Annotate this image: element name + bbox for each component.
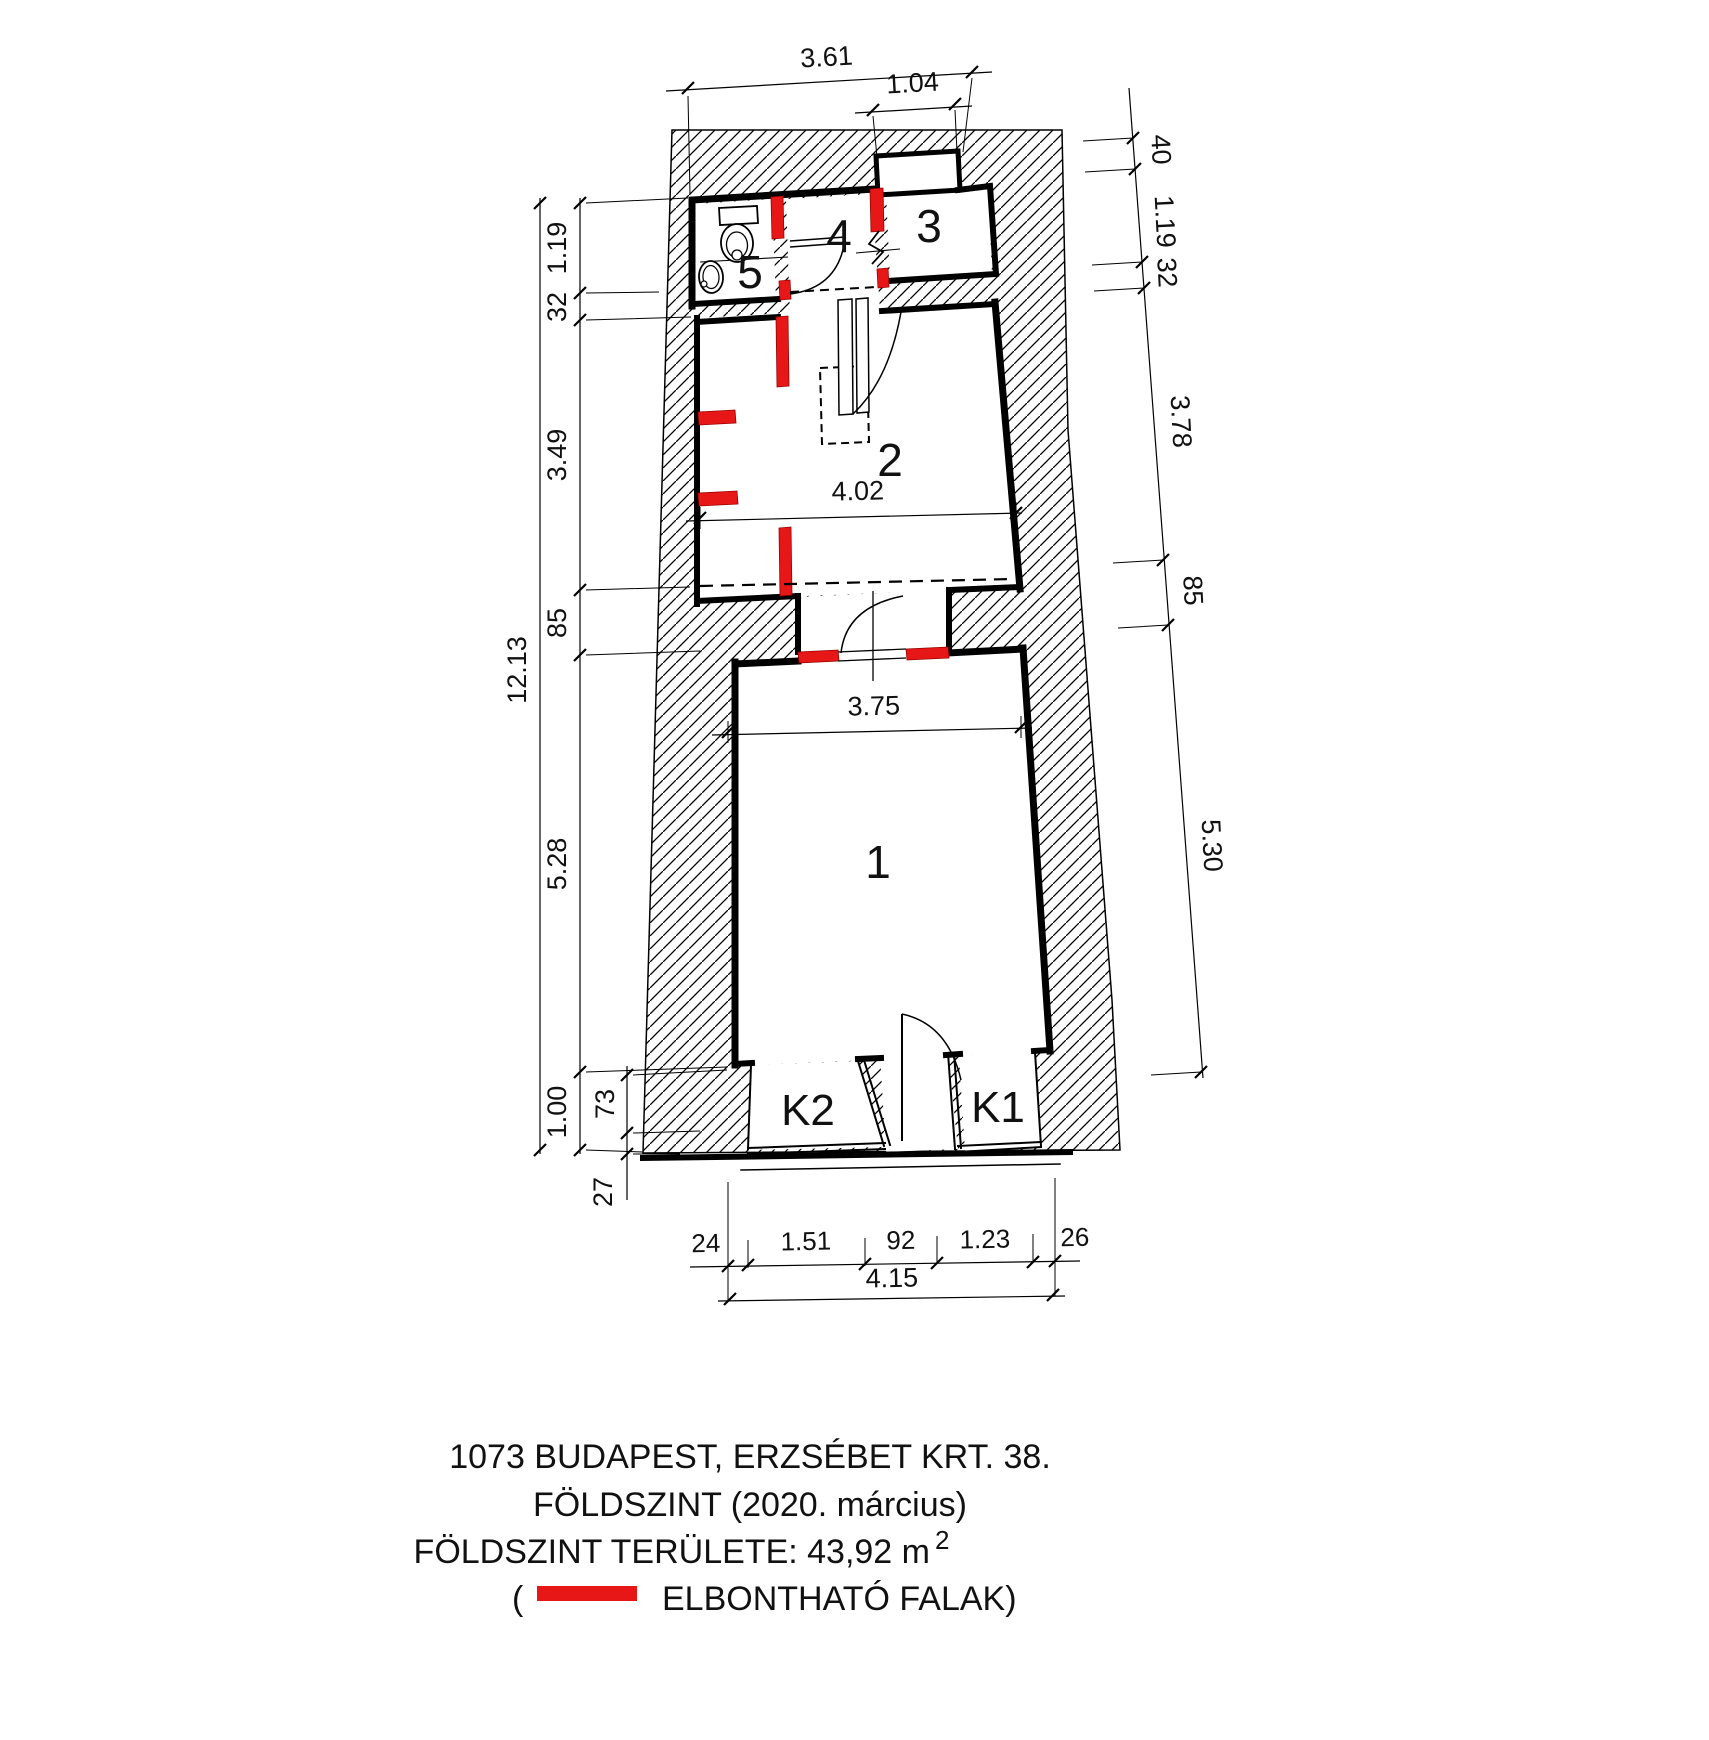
room-label-4: 4 [826,210,852,262]
dim-bottom-2: 92 [886,1224,916,1256]
doorbay-interior [880,1053,958,1152]
red-wall [906,647,949,660]
dim-right-4: 85 [1177,574,1209,607]
floor-line: FÖLDSZINT (2020. március) [533,1486,967,1524]
room-label-2: 2 [877,434,903,486]
red-wall [771,196,784,239]
door-hall-leaf [838,299,853,415]
red-wall [870,188,884,232]
dim-room1-width: 3.75 [847,690,901,722]
red-wall [698,491,738,506]
red-wall [698,410,736,425]
door-hall-leaf [856,298,869,413]
room-label-k1: K1 [971,1083,1025,1132]
dim-right-5: 5.30 [1195,818,1229,873]
area-line: FÖLDSZINT TERÜLETE: 43,92 m [413,1533,930,1571]
address-line: 1073 BUDAPEST, ERZSÉBET KRT. 38. [449,1438,1051,1476]
red-wall [779,280,791,300]
dim-left-1: 32 [542,291,572,323]
red-wall [779,527,792,596]
red-wall [798,650,839,663]
room-label-k2: K2 [781,1086,835,1135]
dim-top-niche: 1.04 [885,66,940,100]
dim-right-3: 3.78 [1164,394,1198,449]
toilet-tank [719,206,758,225]
room-label-3: 3 [916,200,942,252]
dim-left-4: 5.28 [542,837,572,891]
dim-room2-width: 4.02 [831,475,885,507]
legend-paren: ( [512,1580,524,1618]
legend-red-swatch [537,1586,637,1601]
dim-left-3: 85 [542,607,572,639]
area-superscript: 2 [935,1525,950,1555]
dim-top-total: 3.61 [799,40,854,74]
dim-left-0: 1.19 [542,221,572,275]
dim-front-27: 27 [588,1176,618,1208]
dim-bottom-total: 4.15 [865,1262,919,1294]
legend-label: ELBONTHATÓ FALAK) [662,1580,1017,1618]
dim-left-total: 12.13 [502,636,532,704]
dim-bottom-4: 26 [1060,1221,1090,1253]
title-block [414,1438,1051,1618]
room-label-1: 1 [865,836,891,888]
dim-front-73: 73 [590,1088,620,1120]
dim-left-2: 3.49 [542,428,572,482]
red-wall [877,268,889,288]
dim-bottom-0: 24 [691,1227,721,1259]
room-label-5: 5 [737,246,763,298]
dim-right-1: 1.19 [1148,194,1182,249]
red-wall [776,316,789,387]
dim-right-0: 40 [1145,133,1177,166]
dim-right-2: 32 [1151,256,1183,289]
dim-bottom-1: 1.51 [780,1225,832,1257]
dim-left-5: 1.00 [542,1085,572,1139]
dim-bottom-3: 1.23 [959,1223,1011,1255]
